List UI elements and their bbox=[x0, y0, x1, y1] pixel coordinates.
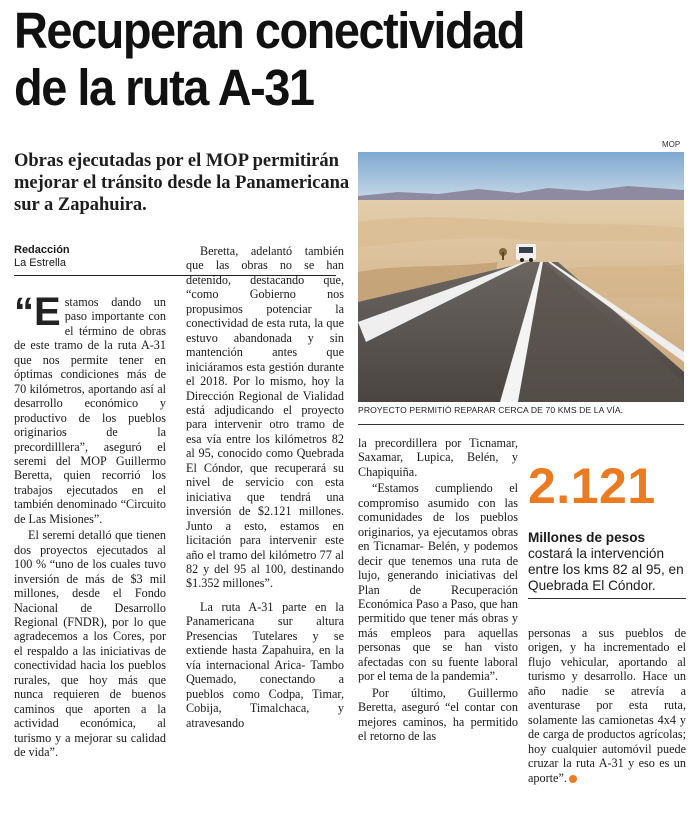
paragraph: Beretta, adelantó también que las obras no se han detenido, destacando que, “como Gobierno nos propusimos potenciar la conectividad de esta ruta, la que estuvo abandonada y sin mantención antes que iniciáramos esta gestión durante el 2018. Por lo mismo, hoy la Dirección Regional de Vialidad está adjudicando el proyecto para intervenir otro tramo de esa vía entre los kilómetros 82 al 95, conocido como Quebrada El Cóndor, que recuperará su nivel de servicio con esta iniciativa que tendrá una inversión de $2.121 millones. Junto a esto, estamos en licitación para intervenir este año el tramo del kilómetro 77 al 82 y del 95 al 100, destinando $1.352 millones”. bbox=[186, 244, 344, 591]
column-2 bbox=[186, 244, 344, 730]
byline-author: Redacción bbox=[14, 244, 70, 256]
byline-outlet: La Estrella bbox=[14, 257, 66, 269]
paragraph-text: personas a sus pueblos de origen, y ha incrementado el flujo vehicular, aportando al turismo y desarrollo. Hace un año nadie se atrevía a aventurase por esta ruta, solamente las camionetas 4x4 y de carga de productos agrícolas; hoy cualquier automóvil puede cruzar la ruta A-31 y eso es un aporte”. bbox=[528, 626, 686, 785]
paragraph: Por último, Guillermo Beretta, aseguró “el contar con mejores caminos, ha permitido el retorno de las bbox=[358, 685, 518, 744]
caption-divider bbox=[358, 424, 684, 425]
paragraph bbox=[14, 290, 166, 526]
end-mark-icon bbox=[569, 775, 577, 783]
highlight-number: 2.121 bbox=[528, 458, 656, 514]
paragraph bbox=[528, 626, 686, 785]
headline-line-1: Recuperan conectividad bbox=[14, 2, 524, 59]
drop-quote: “E bbox=[14, 290, 61, 334]
road-photo bbox=[358, 152, 684, 402]
highlight-text bbox=[528, 530, 686, 594]
column-1 bbox=[14, 290, 166, 760]
paragraph: “Estamos cumpliendo el compromiso asumido con las comunidades de los pueblos originarios, ya ejecutamos obras en Ticnamar- Belén, y podemos decir que tenemos una ruta de lujo, generando iniciativas del Plan de Recuperación Económica Paso a Paso, que han permitido que tener más obras y más empleos para aquellas personas que se han visto afectadas con su fuente laboral por el tema de la pandemia”. bbox=[358, 481, 518, 684]
column-3 bbox=[358, 436, 518, 744]
paragraph-text: stamos dando un paso importante con el término de obras de este tramo de la ruta A-31 que nos permite tener en óptimas condiciones más de 70 kilómetros, aportando así al desarrollo económico y productivo de los pueblos originarios de la precordilllera”, aseguró el seremi del MOP Guillermo Beretta, quien recorrió los trabajos ejecutados en el también denominado “Circuito de Las Misiones”. bbox=[14, 295, 166, 526]
highlight-lead: Millones de pesos bbox=[528, 530, 646, 545]
photo-credit: MOP bbox=[662, 140, 681, 149]
photo-caption: PROYECTO PERMITIÓ REPARAR CERCA DE 70 KMS DE LA VÍA. bbox=[358, 405, 624, 415]
highlight-divider bbox=[528, 598, 686, 599]
paragraph: la precordillera por Ticnamar, Saxamar, Lupica, Belén, y Chapiquiña. bbox=[358, 436, 518, 479]
deck-subtitle: Obras ejecutadas por el MOP permitirán mejorar el tránsito desde la Panamericana sur a Zapahuira. bbox=[14, 151, 350, 215]
highlight-body: costará la intervención entre los kms 82 al 95, en Quebrada El Cóndor. bbox=[528, 546, 684, 593]
paragraph: La ruta A-31 parte en la Panamericana sur altura Presencias Tutelares y se extiende hasta Zapahuira, en la vía internacional Arica- Tambo Quemado, conectando a pueblos como Codpa, Timar, Cobija, Timalchaca, y atravesando bbox=[186, 599, 344, 730]
headline bbox=[14, 2, 630, 116]
headline-line-2: de la ruta A-31 bbox=[14, 59, 314, 116]
paragraph: El seremi detalló que tienen dos proyectos ejecutados al 100 % “uno de los cuales tuvo inversión de más de $3 mil millones, desde el Fondo Nacional de Desarrollo Regional (FNDR), por lo que agradecemos a los Cores, por el respaldo a las iniciativas de conectividad hacia los pueblos rurales, que hoy más que nunca requieren de buenos caminos que aporten a la actividad económica, al turismo y a mejorar su calidad de vida”. bbox=[14, 528, 166, 760]
column-4 bbox=[528, 626, 686, 785]
